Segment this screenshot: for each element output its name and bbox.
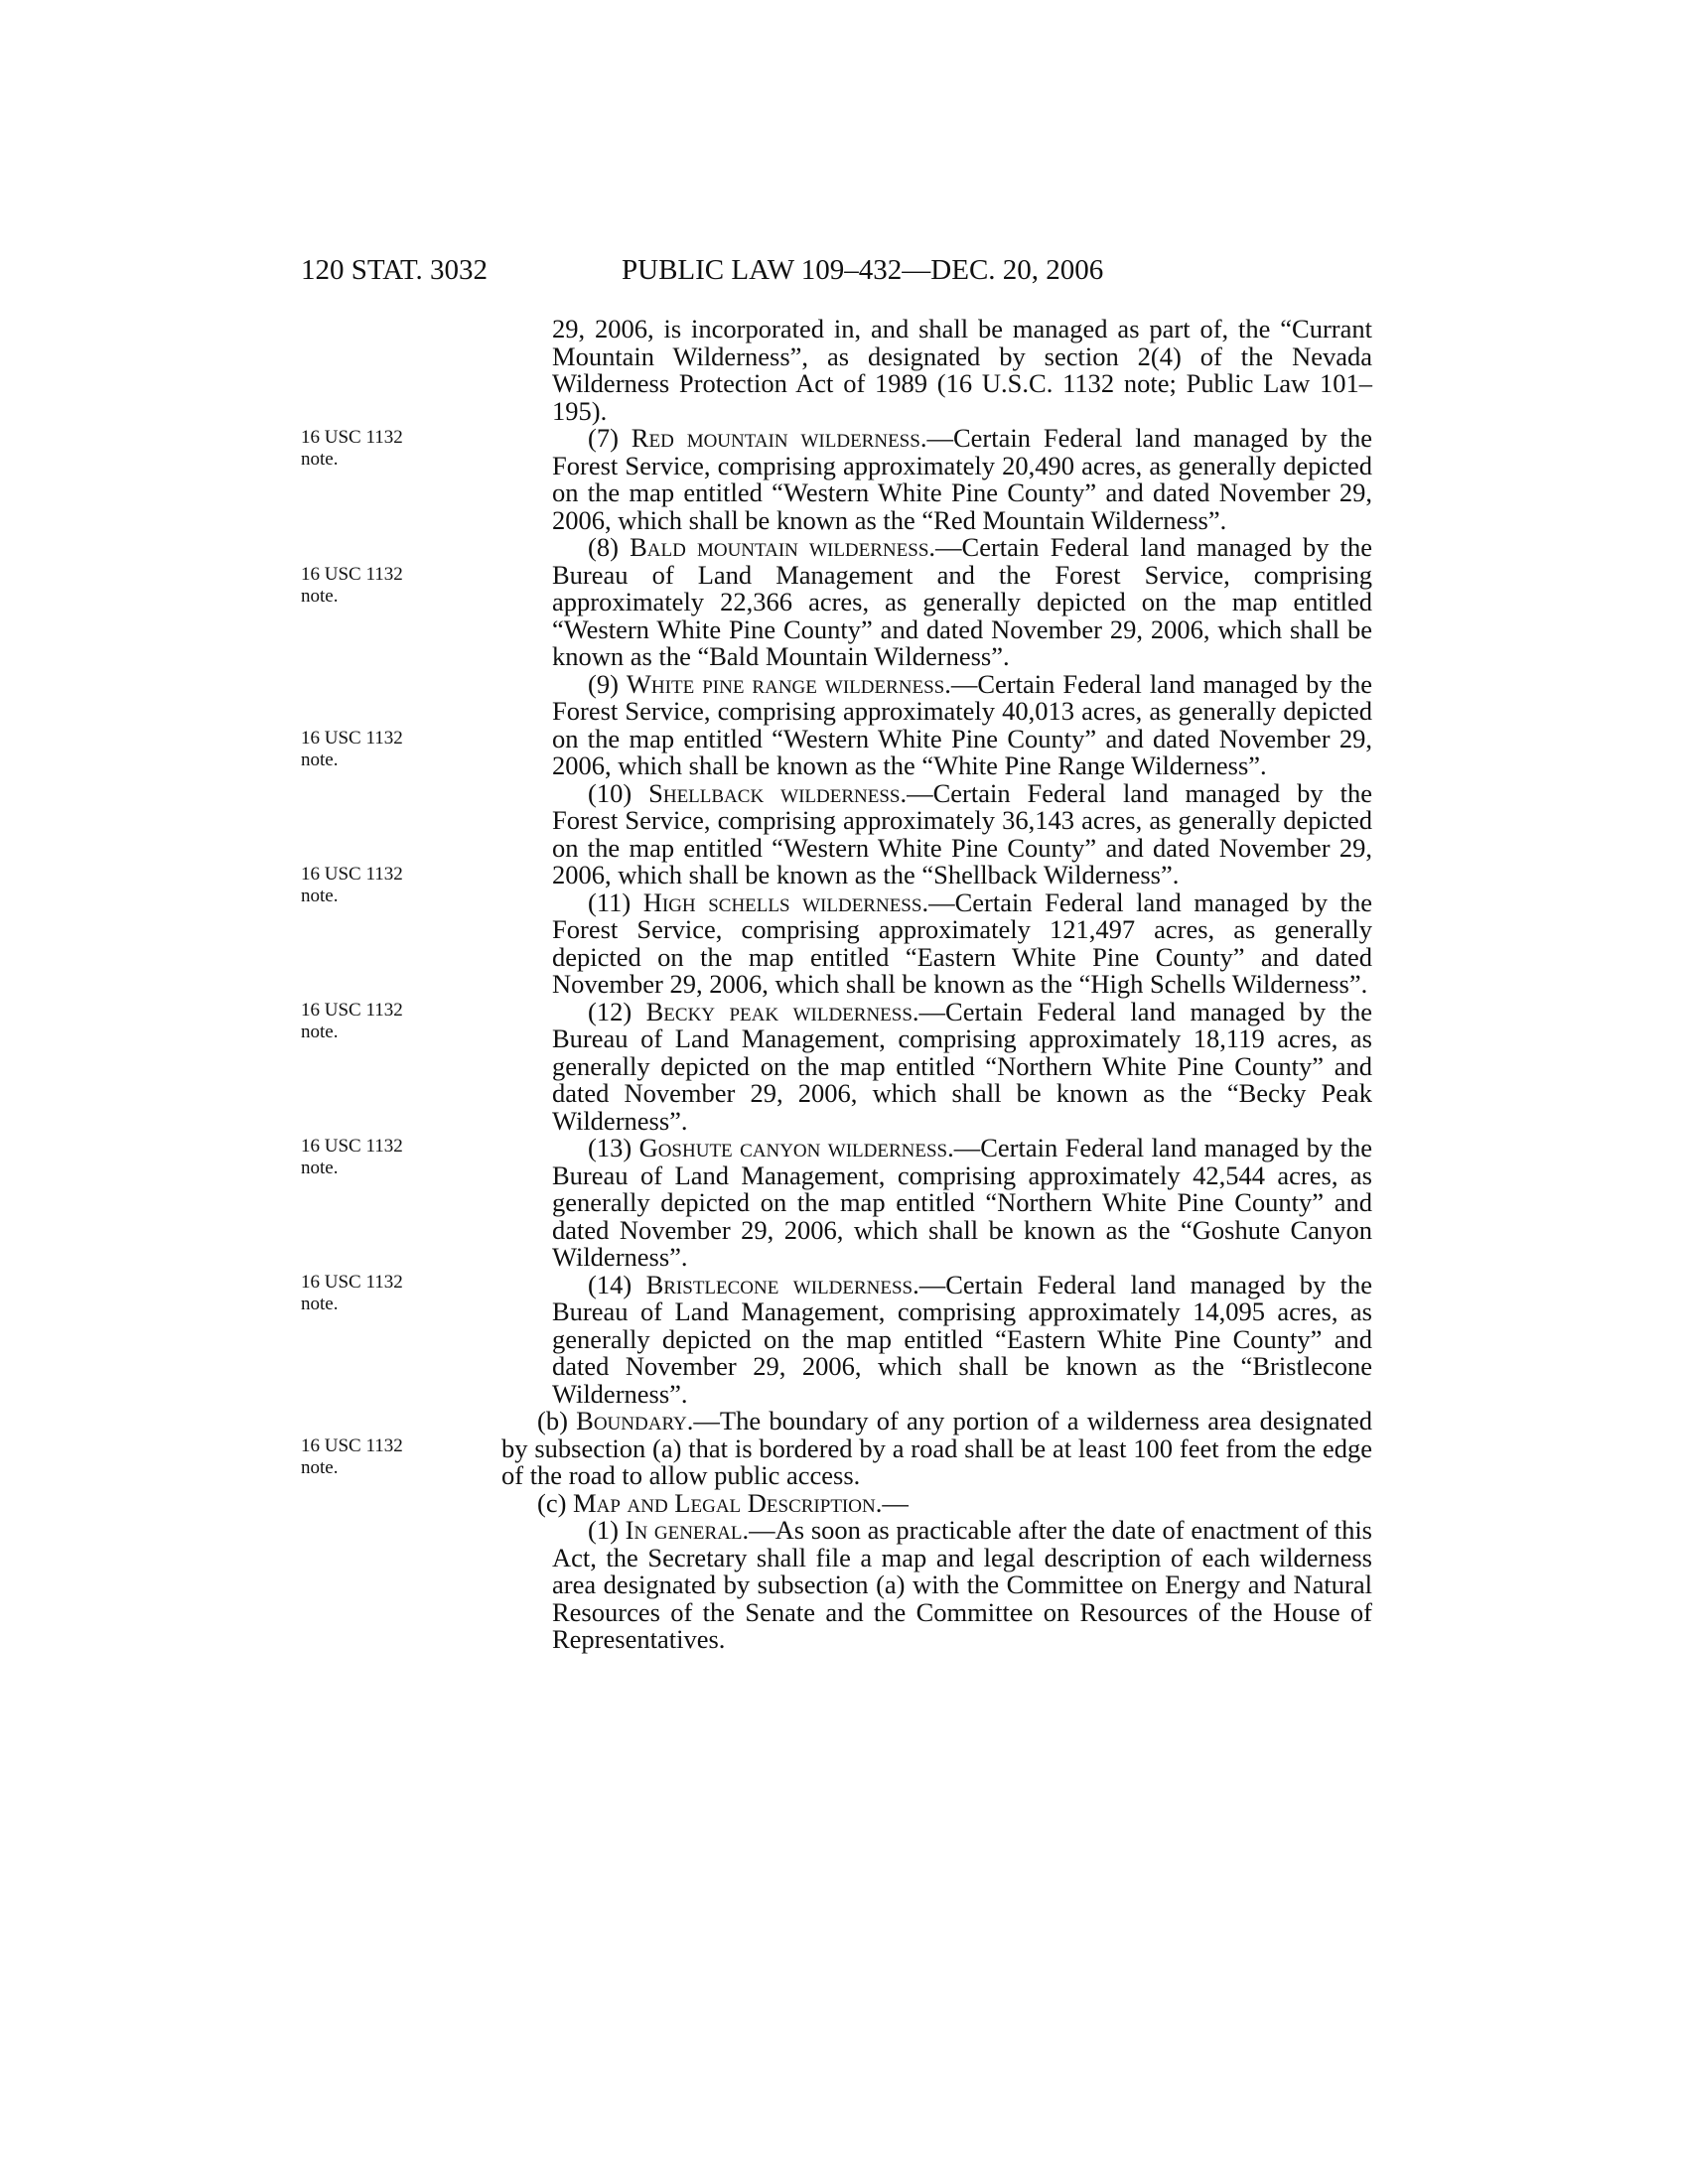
- margin-note-citation: 16 USC 1132: [301, 728, 403, 749]
- running-header: [301, 248, 1372, 292]
- paragraph-heading: Goshute canyon wilderness.: [638, 1133, 954, 1162]
- subsection-map-legal-description: [501, 1487, 1372, 1518]
- paragraph-heading: White pine range wilderness.: [626, 668, 951, 699]
- paragraph-text: 29, 2006, is incorporated in, and shall be managed as part of, the “Currant Mountain Wilderness”, as designated by section 2(4) of the Nevada Wilderness Protection Act of 1989 (16 U.S.C. 1132 note; Public Law 101–195).: [552, 314, 1372, 426]
- paragraph-goshute-canyon: [501, 1135, 1372, 1272]
- margin-note-label: note.: [301, 1457, 339, 1478]
- paragraph-text: —Certain Federal land managed by the Bureau of Land Management, comprising approximately 14,095 acres, as generally depicted on the map entitled “Eastern White Pine County” and dated November 29, 2006, which shall be known as the “Bristlecone Wilderness”.: [552, 1269, 1373, 1409]
- statute-body: [501, 316, 1372, 1654]
- margin-note-citation: 16 USC 1132: [301, 1136, 403, 1157]
- paragraph-number: (10): [588, 777, 649, 808]
- continued-paragraph: [501, 316, 1372, 425]
- paragraph-bristlecone: [501, 1269, 1373, 1409]
- paragraph-bald-mountain: [501, 534, 1372, 671]
- margin-note-citation: 16 USC 1132: [301, 864, 403, 885]
- paragraph-number: (1): [588, 1515, 626, 1545]
- margin-note: [301, 427, 470, 471]
- law-title: PUBLIC LAW 109–432—DEC. 20, 2006: [622, 254, 1104, 286]
- paragraph-number: (8): [588, 532, 631, 562]
- margin-note: [301, 1272, 470, 1315]
- paragraph-white-pine-range: [501, 668, 1373, 780]
- subsection-heading: Boundary.: [576, 1406, 694, 1435]
- paragraph-number: (12): [588, 996, 646, 1026]
- margin-note-label: note.: [301, 449, 339, 470]
- paragraph-red-mountain: [501, 425, 1372, 534]
- margin-note: [301, 1136, 470, 1179]
- paragraph-number: (14): [588, 1269, 646, 1299]
- margin-note: [301, 728, 470, 771]
- paragraph-text: —As soon as practicable after the date of enactment of this Act, the Secretary shall file a map and legal description of each wilderness area designated by subsection (a) with the Committee on Energy and Natural Resources of the Senate and the Committee on Resources of the House of Representatives.: [552, 1515, 1372, 1654]
- paragraph-heading: Red mountain wilderness.: [631, 423, 927, 453]
- paragraph-heading: Bristlecone wilderness.: [645, 1269, 919, 1299]
- paragraph-text: —Certain Federal land managed by the Bureau of Land Management and the Forest Service, comprising approximately 22,366 acres, as generally depicted on the map entitled “Western White Pine County” and dated November 29, 2006, which shall be known as the “Bald Mountain Wilderness”.: [552, 532, 1372, 671]
- margin-note-citation: 16 USC 1132: [301, 1272, 403, 1293]
- margin-note-label: note.: [301, 750, 339, 770]
- margin-note-label: note.: [301, 586, 339, 607]
- paragraph-heading: Bald mountain wilderness.: [630, 532, 936, 562]
- margin-note-label: note.: [301, 1294, 339, 1314]
- margin-note-citation: 16 USC 1132: [301, 564, 403, 585]
- paragraph-high-schells: [501, 889, 1372, 999]
- subsection-heading: Map and Legal Description.: [573, 1487, 883, 1518]
- subsection-letter: (b): [537, 1406, 577, 1435]
- paragraph-text: —Certain Federal land managed by the Forest Service, comprising approximately 36,143 acres, as generally depicted on the map entitled “Western White Pine County” and dated November 29, 2006, which shall be known as the “Shellback Wilderness”.: [552, 777, 1372, 889]
- margin-note-label: note.: [301, 1022, 339, 1042]
- paragraph-becky-peak: [501, 996, 1372, 1136]
- paragraph-number: (13): [588, 1133, 639, 1162]
- subsection-text: —The boundary of any portion of a wilderness area designated by subsection (a) that is bordered by a road shall be at least 100 feet from the edge of the road to allow public access.: [501, 1406, 1372, 1490]
- subsection-text: —: [882, 1487, 909, 1518]
- margin-note-label: note.: [301, 886, 339, 906]
- margin-note: [301, 564, 470, 608]
- paragraph-in-general: [501, 1517, 1372, 1654]
- paragraph-heading: Shellback wilderness.: [648, 777, 908, 808]
- margin-note: [301, 1000, 470, 1043]
- margin-note-citation: 16 USC 1132: [301, 427, 403, 448]
- paragraph-text: —Certain Federal land managed by the Bureau of Land Management, comprising approximately 42,544 acres, as generally depicted on the map entitled “Northern White Pine County” and dated November 29, 2006, which shall be known as the “Goshute Canyon Wilderness”.: [552, 1133, 1372, 1272]
- paragraph-number: (9): [588, 668, 627, 699]
- paragraph-heading: Becky peak wilderness.: [645, 996, 919, 1026]
- paragraph-heading: High schells wilderness.: [642, 887, 929, 917]
- paragraph-text: —Certain Federal land managed by the Forest Service, comprising approximately 20,490 acres, as generally depicted on the map entitled “Western White Pine County” and dated November 29, 2006, which shall be known as the “Red Mountain Wilderness”.: [552, 423, 1373, 535]
- margin-note-citation: 16 USC 1132: [301, 1000, 403, 1021]
- margin-note-citation: 16 USC 1132: [301, 1435, 403, 1456]
- paragraph-text: —Certain Federal land managed by the Forest Service, comprising approximately 121,497 acres, as generally depicted on the map entitled “Eastern White Pine County” and dated November 29, 2006, which shall be known as the “High Schells Wilderness”.: [552, 887, 1372, 999]
- paragraph-number: (11): [588, 887, 643, 917]
- margin-note: [301, 864, 470, 907]
- paragraph-text: —Certain Federal land managed by the Bureau of Land Management, comprising approximately 18,119 acres, as generally depicted on the map entitled “Northern White Pine County” and dated November 29, 2006, which shall be known as the “Becky Peak Wilderness”.: [552, 996, 1372, 1136]
- margin-note: [301, 1435, 470, 1479]
- stat-citation: 120 STAT. 3032: [301, 254, 489, 286]
- subsection-letter: (c): [537, 1487, 574, 1518]
- subsection-boundary: [501, 1408, 1372, 1490]
- paragraph-text: —Certain Federal land managed by the Forest Service, comprising approximately 40,013 acres, as generally depicted on the map entitled “Western White Pine County” and dated November 29, 2006, which shall be known as the “White Pine Range Wilderness”.: [552, 668, 1373, 780]
- paragraph-heading: In general.: [625, 1515, 750, 1545]
- paragraph-shellback: [501, 777, 1372, 889]
- margin-note-label: note.: [301, 1158, 339, 1178]
- paragraph-number: (7): [588, 423, 632, 453]
